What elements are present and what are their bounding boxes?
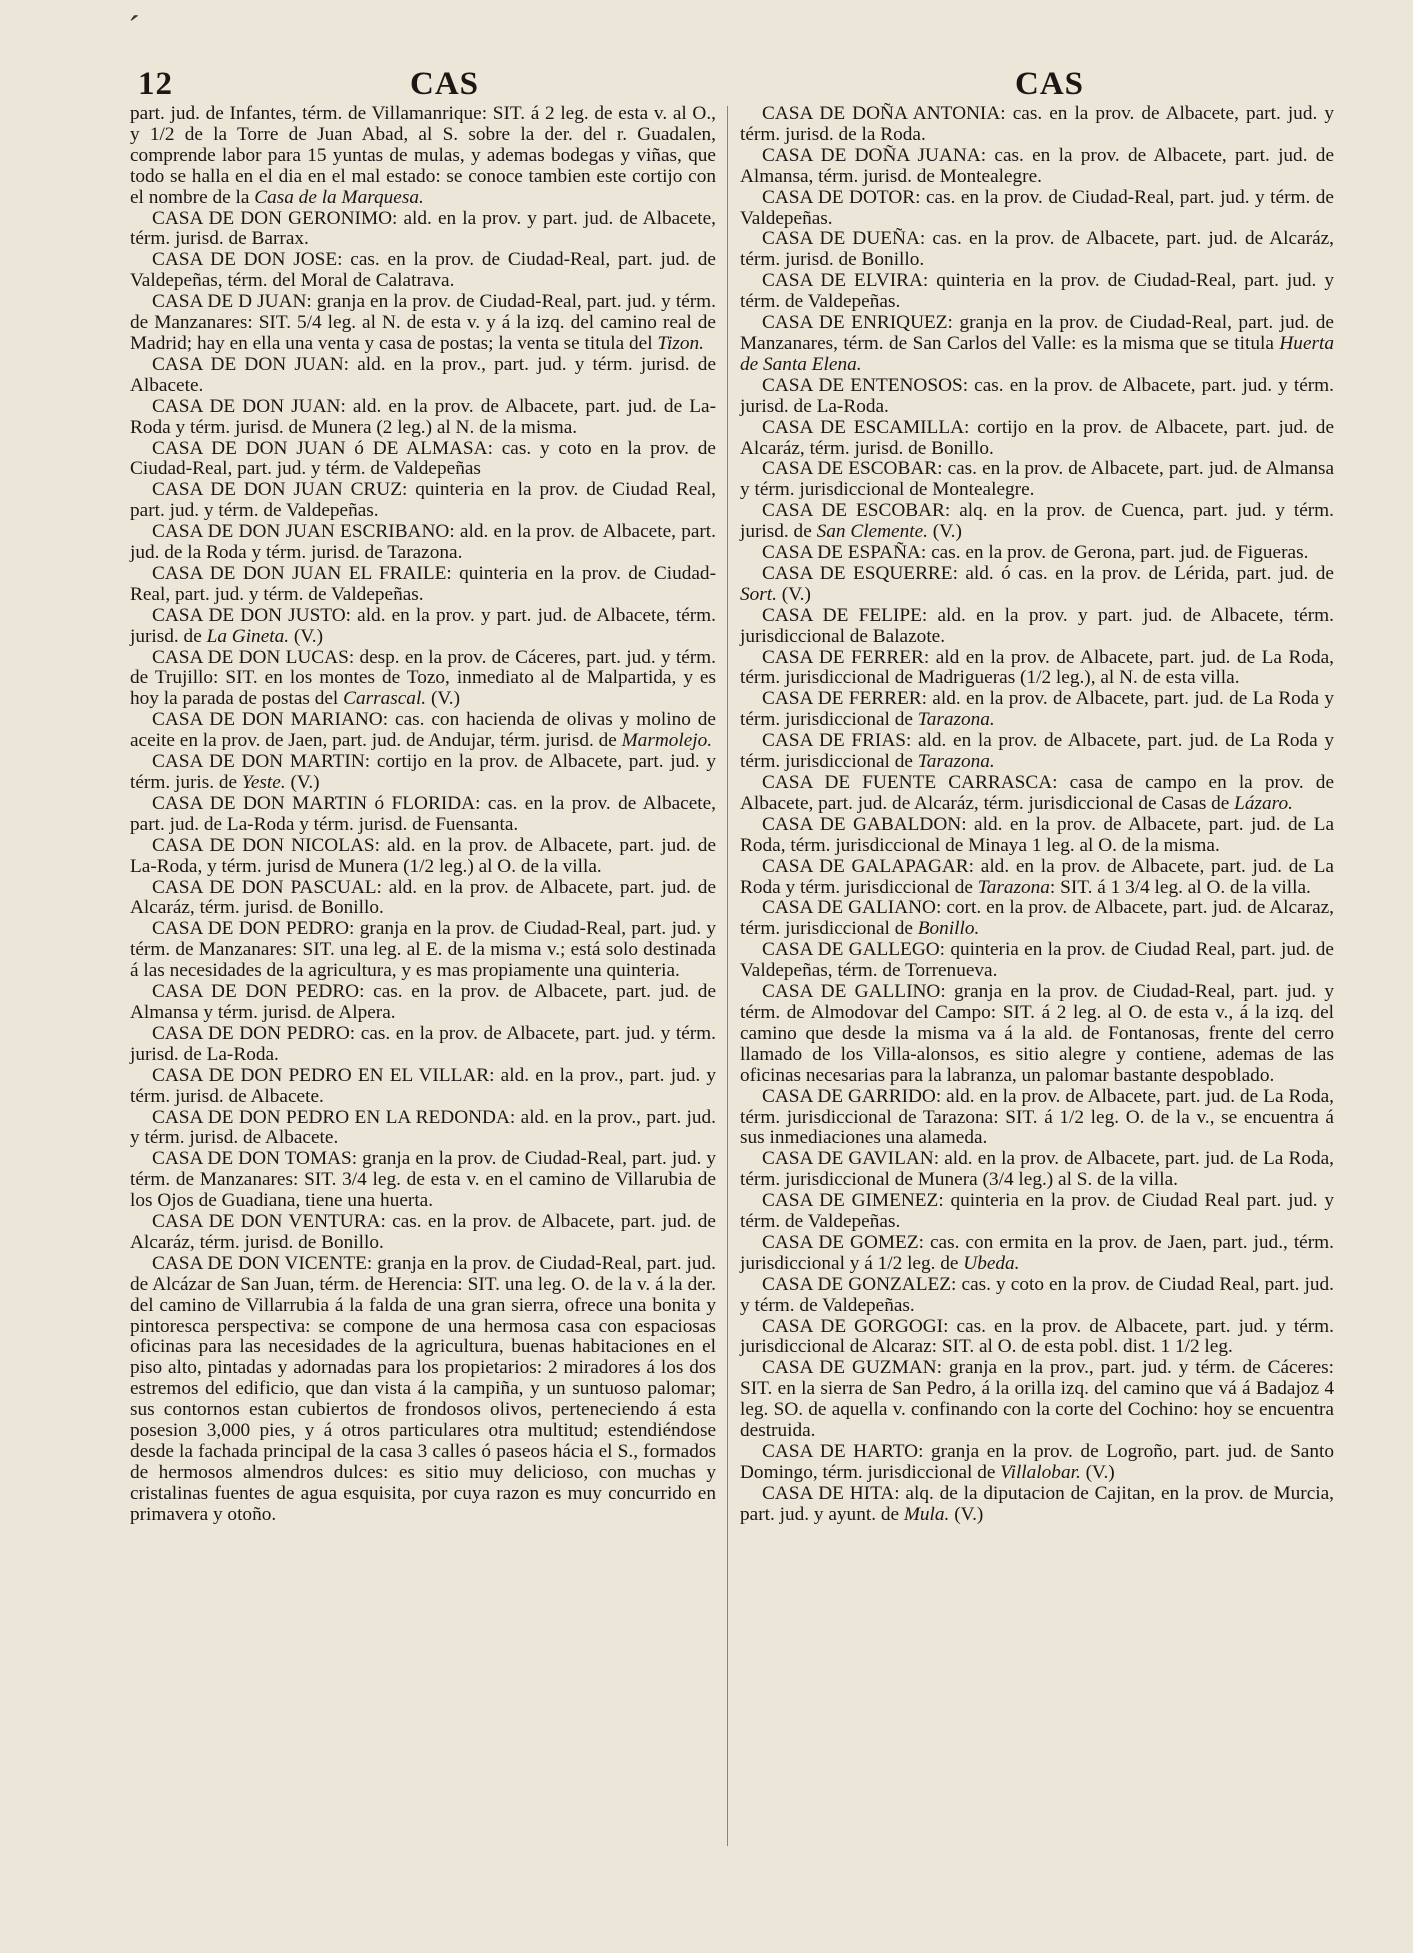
entry-text: cas. en la prov. de Ciudad-Real, part. jud. de Valdepeñas, térm. del Moral de Calatrava. [130, 249, 716, 292]
entry-text: granja en la prov. de Ciudad-Real, part. jud. y térm. de Manzanares: SIT. 3/4 leg. de esta v. en el camino de Villarubia de los Ojos de Guadiana, tiene una huerta. [130, 1148, 716, 1212]
dictionary-entry [740, 543, 1334, 564]
entry-suffix: (V.) [927, 521, 962, 543]
entry-text: ald. en la prov. de Albacete, part. jud. de La Roda y térm. jurisdiccional de [740, 855, 1334, 898]
entry-text: cas. en la prov. de Albacete, part. jud. de Alcaráz, térm. jurisd. de Bonillo. [130, 1211, 716, 1253]
entry-text: granja en la prov. de Logroño, part. jud. de Santo Domingo, térm. jurisdiccional de [740, 1441, 1334, 1483]
entry-headword: CASA DE FERRER: [762, 688, 927, 710]
entry-text: quinteria en la prov. de Ciudad Real, part. jud. y térm. de Valdepeñas. [130, 479, 716, 522]
entry-text: quinteria en la prov. de Ciudad Real part. jud. y térm. de Valdepeñas. [740, 1190, 1334, 1233]
entry-italic-place: Villalobar. [1000, 1461, 1081, 1483]
entry-headword: CASA DE DON PEDRO: [152, 918, 355, 940]
entry-headword: CASA DE GALIANO: [762, 897, 942, 919]
page-number: 12 [138, 66, 173, 102]
entry-italic-place: Sort. [740, 583, 777, 605]
entry-headword: CASA DE GAVILAN: [762, 1148, 940, 1170]
entry-text: ald. en la prov., part. jud. y térm. jurisd. de Albacete. [130, 1064, 716, 1107]
entry-headword: CASA DE ESPAÑA: [762, 542, 927, 564]
entry-italic-place: Tarazona. [917, 709, 995, 731]
entry-text: ald. en la prov. de Albacete, part. jud. de La Roda, térm. jurisdiccional de Munera (3/4 leg.) al S. de la villa. [740, 1148, 1334, 1191]
entry-text: cort. en la prov. de Albacete, part. jud. de Alcaraz, térm. jurisdiccional de [740, 897, 1335, 940]
entry-headword: CASA DE DON GERONIMO: [152, 207, 398, 229]
dictionary-entry [740, 606, 1334, 648]
dictionary-entry [740, 689, 1334, 731]
entry-text: cas. con hacienda de olivas y molino de aceite en la prov. de Jaen, part. jud. de Andujar, térm. jurisd. de [130, 709, 716, 752]
entry-italic-place: Lázaro. [1234, 792, 1293, 814]
entry-text: ald. en la prov. de Albacete, part. jud. de La Roda y térm. jurisdiccional de [740, 730, 1334, 773]
entry-text: cas. en la prov. de Albacete, part. jud. de La-Roda y térm. jurisd. de Fuensanta. [130, 792, 717, 835]
dictionary-entry [130, 397, 716, 439]
entry-text: casa de campo en la prov. de Albacete, part. jud. de Alcaráz, térm. jurisdiccional de Casas de [740, 772, 1334, 814]
entry-headword: CASA DE DON TOMAS: [152, 1148, 358, 1170]
entry-headword: CASA DE DON JOSE: [152, 249, 343, 271]
entry-text: alq. en la prov. de Cuenca, part. jud. y térm. jurisd. de [740, 500, 1334, 543]
dictionary-entry [740, 501, 1334, 543]
entry-text: ald. en la prov., part. jud. y térm. jurisd. de Albacete. [130, 353, 716, 396]
entry-italic-place: Tarazona [977, 876, 1050, 898]
dictionary-entry [740, 1233, 1334, 1275]
dictionary-entry [740, 188, 1334, 230]
entry-headword: CASA DE DON PEDRO: [152, 981, 365, 1003]
entry-text: cas. en la prov. de Albacete, part. jud. y térm. jurisdiccional de Alcaraz: SIT. al O. de esta pobl. dist. 1 1/2 leg. [740, 1315, 1334, 1358]
entry-italic-place: Tizon. [657, 332, 704, 354]
dictionary-entry [740, 1191, 1334, 1233]
entry-headword: CASA DE ESCAMILLA: [762, 416, 970, 438]
entry-text: cas. con ermita en la prov. de Jaen, part. jud., térm. jurisdiccional y á 1/2 leg. de [740, 1231, 1334, 1274]
dictionary-entry [740, 104, 1334, 146]
dictionary-entry [740, 1275, 1334, 1317]
entry-text: quinteria en la prov. de Ciudad-Real, part. jud. y térm. de Valdepeñas. [130, 562, 716, 605]
entry-headword: CASA DE DUEÑA: [762, 228, 926, 250]
dictionary-entry [130, 522, 716, 564]
entry-text: cas. y coto en la prov. de Ciudad Real, part. jud. y térm. de Valdepeñas. [740, 1273, 1334, 1316]
dictionary-entry [740, 313, 1334, 376]
entry-text: granja en la prov. de Ciudad-Real, part. jud. de Alcázar de San Juan, térm. de Herencia: SIT. una leg. O. de la v. á la der. del camino de Villarrubia á la falda de una gran sierra, ofrece una bonita y pintoresca perspectiva: se compone de una hermosa casa con espaciosas oficinas para las necesidades de la agricultura, buenas habitaciones en el piso alto, pintadas y adornadas para los propietarios: 2 miradores á los dos estremos del edificio, que dan vista á la campiña, y un suntuoso palomar; sus contornos estan cubiertos de frondosos olivos, perteneciendo á esta posesion 3,000 pies, y á otros particulares otra multitud; estendiéndose desde la fachada principal de la casa 3 calles ó paseos hácia el S., formados de hermosos almendros dulces: es sitio muy delicioso, con muchas y cristalinas fuentes de agua esquisita, por cuya razon es muy concurrido en primavera y otoño. [130, 1252, 716, 1525]
dictionary-entry [130, 355, 716, 397]
entry-headword: CASA DE GABALDON: [762, 813, 967, 835]
left-running-head: CAS [410, 66, 480, 102]
entry-italic-place: Tarazona. [917, 751, 995, 773]
dictionary-entry [740, 898, 1334, 940]
entry-headword: CASA DE GALLINO: [762, 981, 946, 1003]
entry-italic-place: La Gineta. [206, 625, 290, 647]
entry-headword: CASA DE DON PEDRO EN LA REDONDA: [152, 1106, 516, 1128]
entry-text: granja en la prov. de Ciudad-Real, part. jud. y térm. de Almodovar del Campo: SIT. á 2 leg. al O. de esta v., á la izq. del camino que desde la misma va á la ald. de Fontanosas, frente del cerro llamado de los Villa-alonsos, es sitio alegre y contiene, ademas de las oficinas necesarias para la labranza, un palomar bastante despoblado. [740, 981, 1334, 1086]
left-column [130, 104, 716, 1526]
entry-headword: CASA DE DON MARTIN ó FLORIDA: [152, 792, 481, 814]
entry-text: cas. en la prov. de Albacete, part. jud. de Almansa y térm. jurisd. de Alpera. [130, 981, 717, 1023]
entry-headword: CASA DE GARRIDO: [762, 1085, 942, 1107]
entry-headword: CASA DE DON JUAN ESCRIBANO: [152, 521, 455, 543]
dictionary-entry [130, 1149, 716, 1212]
entry-headword: CASA DE GORGOGI: [762, 1315, 949, 1337]
margin-mark: ˊ [128, 8, 140, 48]
entry-italic-place: Casa de la Marquesa. [254, 186, 424, 208]
entry-text: ald. en la prov. y part. jud. de Albacete, térm. jurisd. de [130, 604, 716, 647]
entry-text: cortijo en la prov. de Albacete, part. jud. y térm. juris. de [130, 751, 716, 793]
entry-suffix: (V.) [285, 772, 320, 793]
entry-headword: CASA DE FERRER: [762, 646, 930, 668]
entry-headword: CASA DE GONZALEZ: [762, 1273, 957, 1295]
entry-italic-place: Mula. [903, 1503, 950, 1525]
entry-text: cas. en la prov. de Albacete, part. jud. de Almansa, térm. jurisd. de Montealegre. [740, 144, 1334, 187]
entry-text: ald. en la prov. de Albacete, part. jud. de La Roda, térm. jurisdiccional de Minaya 1 leg. al O. de la misma. [740, 813, 1334, 856]
entry-headword: CASA DE DON PASCUAL: [152, 876, 382, 898]
dictionary-entry [130, 250, 716, 292]
dictionary-entry [740, 564, 1334, 606]
entry-headword: CASA DE DON JUAN ó DE ALMASA: [152, 437, 493, 459]
entry-headword: CASA DE D JUAN: [152, 291, 312, 313]
entry-headword: CASA DE DON MARTIN: [152, 751, 371, 773]
entry-suffix: (V.) [426, 688, 461, 710]
entry-italic-place: Ubeda. [963, 1252, 1020, 1274]
dictionary-entry [740, 1317, 1334, 1359]
entry-headword: CASA DE DON NICOLAS: [152, 834, 380, 856]
entry-text: ald. en la prov. de Albacete, part. jud. de la Roda y térm. jurisd. de Tarazona. [130, 521, 716, 564]
entry-suffix: (V.) [776, 583, 811, 605]
dictionary-entry [130, 1024, 716, 1066]
entry-headword: CASA DE DON VICENTE: [152, 1252, 373, 1274]
entry-text: quinteria en la prov. de Ciudad Real, part. jud. de Valdepeñas, térm. de Torrenueva. [740, 939, 1334, 982]
entry-headword: CASA DE DOÑA ANTONIA: [762, 103, 1006, 124]
entry-headword: CASA DE GALLEGO: [762, 939, 946, 961]
entry-headword: CASA DE DOTOR: [762, 186, 921, 208]
dictionary-entry [740, 1442, 1334, 1484]
dictionary-entry [130, 752, 716, 794]
entry-headword: CASA DE DON JUAN: [152, 353, 350, 375]
entry-headword: CASA DE DOÑA JUANA: [762, 144, 987, 166]
dictionary-entry [740, 648, 1334, 690]
entry-text: granja en la prov., part. jud. y térm. de Cáceres: SIT. en la sierra de San Pedro, á la orilla izq. del camino que vá á Badajoz 4 leg. SO. de aquella v. confinando con la corte del Cochino: hoy se encuentra destruida. [740, 1357, 1335, 1442]
dictionary-entry [130, 1066, 716, 1108]
column-divider [727, 106, 728, 1846]
entry-headword: CASA DE HITA: [762, 1482, 900, 1504]
dictionary-entry [740, 376, 1334, 418]
entry-text: ald. en la prov. de Albacete, part. jud. de Alcaráz, térm. jurisd. de Bonillo. [130, 876, 717, 919]
entry-headword: CASA DE ESCOBAR: [762, 458, 943, 480]
dictionary-entry [130, 292, 716, 355]
entry-headword: CASA DE DON VENTURA: [152, 1211, 386, 1233]
entry-italic-place: Yeste. [241, 772, 286, 793]
entry-headword: CASA DE GOMEZ: [762, 1231, 924, 1253]
dictionary-entry [130, 710, 716, 752]
entry-headword: CASA DE FELIPE: [762, 604, 928, 626]
dictionary-entry [740, 271, 1334, 313]
entry-headword: CASA DE DON JUAN EL FRAILE: [152, 562, 452, 584]
entry-text: ald. en la prov. de Albacete, part. jud. de La Roda, térm. jurisdiccional de Tarazona: SIT. á 1/2 leg. O. de la v., se encuentra á sus inmediaciones una alameda. [740, 1085, 1334, 1149]
dictionary-entry [130, 836, 716, 878]
entry-headword: CASA DE ESQUERRE: [762, 562, 958, 584]
dictionary-entry [740, 146, 1334, 188]
dictionary-entry [130, 480, 716, 522]
entry-text: alq. de la diputacion de Cajitan, en la prov. de Murcia, part. jud. y ayunt. de [740, 1482, 1334, 1525]
entry-text: granja en la prov. de Ciudad-Real, part. jud. de Manzanares, térm. de San Carlos del Valle: es la misma que se titula [740, 312, 1334, 354]
dictionary-entry [740, 773, 1334, 815]
entry-text: quinteria en la prov. de Ciudad-Real, part. jud. y térm. de Valdepeñas. [740, 270, 1334, 313]
right-running-head: CAS [1015, 66, 1085, 102]
dictionary-entry [130, 794, 716, 836]
dictionary-entry [740, 1087, 1334, 1150]
entry-headword: CASA DE DON PEDRO: [152, 1022, 356, 1044]
entry-text: cas. en la prov. de Albacete, part. jud. y térm. jurisd. de La-Roda. [740, 374, 1334, 417]
entry-text: cas. en la prov. de Gerona, part. jud. de Figueras. [926, 542, 1309, 564]
dictionary-entry [130, 919, 716, 982]
right-column [740, 104, 1334, 1526]
entry-italic-place: Huerta de Santa Elena. [740, 332, 1334, 375]
entry-text: ald. en la prov. de Albacete, part. jud. de La-Roda, y térm. jurisd de Munera (1/2 leg.) al O. de la villa. [130, 834, 717, 877]
dictionary-entry [740, 857, 1334, 899]
entry-headword: CASA DE GALAPAGAR: [762, 855, 975, 877]
entry-text: cas. en la prov. de Albacete, part. jud. de Alcaráz, térm. jurisd. de Bonillo. [740, 228, 1335, 271]
entry-text: granja en la prov. de Ciudad-Real, part. jud. y térm. de Manzanares: SIT. 5/4 leg. al N. de esta v. y á la izq. del camino real de Madrid; hay en ella una venta y casa de postas; la venta se titula del [130, 291, 716, 354]
entry-italic-place: Bonillo. [917, 918, 980, 940]
entry-headword: CASA DE GUZMAN: [762, 1357, 942, 1379]
dictionary-entry [130, 648, 716, 711]
entry-text: cas. en la prov. de Albacete, part. jud. y térm. jurisd. de la Roda. [740, 103, 1334, 145]
dictionary-entry [740, 229, 1334, 271]
entry-headword: CASA DE GIMENEZ: [762, 1190, 944, 1212]
dictionary-entry [740, 731, 1334, 773]
entry-headword: CASA DE FUENTE CARRASCA: [762, 772, 1058, 793]
entry-headword: CASA DE ENTENOSOS: [762, 374, 969, 396]
entry-text: cas. en la prov. de Albacete, part. jud. de Almansa y térm. jurisdiccional de Montealegre. [740, 458, 1335, 501]
entry-headword: CASA DE DON JUAN: [152, 395, 346, 417]
dictionary-entry [130, 1212, 716, 1254]
entry-headword: CASA DE ELVIRA: [762, 270, 929, 292]
dictionary-entry [130, 1108, 716, 1150]
entry-text: ald en la prov. de Albacete, part. jud. de La Roda, térm. jurisdiccional de Madrigueras (1/2 leg.), al N. de esta villa. [740, 646, 1334, 689]
entry-suffix: (V.) [289, 625, 323, 647]
entry-text: ald. ó cas. en la prov. de Lérida, part. jud. de [957, 562, 1334, 584]
dictionary-entry [740, 418, 1334, 460]
entry-suffix: : SIT. á 1 3/4 leg. al O. de la villa. [1049, 876, 1311, 898]
dictionary-entry [130, 104, 716, 209]
entry-text: ald. en la prov. de Albacete, part. jud. de La-Roda y térm. jurisd. de Munera (2 leg.) al N. de la misma. [130, 395, 716, 438]
dictionary-entry [740, 1484, 1334, 1526]
entry-text: ald. en la prov. y part. jud. de Albacete, térm. jurisdiccional de Balazote. [740, 604, 1334, 647]
entry-italic-place: Marmolejo. [621, 730, 713, 752]
dictionary-entry [130, 982, 716, 1024]
entry-headword: CASA DE DON PEDRO EN EL VILLAR: [152, 1064, 495, 1086]
dictionary-entry [130, 878, 716, 920]
entry-text: part. jud. de Infantes, térm. de Villamanrique: SIT. á 2 leg. de esta v. al O., y 1/2 de la Torre de Juan Abad, al S. sobre la der. del r. Guadalen, comprende labor para 15 yuntas de mulas, y ademas bodegas y viñas, que todo se halla en el dia en el mal estado: se conoce tambien este cortijo con el nombre de la [130, 103, 716, 208]
entry-text: cortijo en la prov. de Albacete, part. jud. de Alcaráz, térm. jurisd. de Bonillo. [740, 416, 1334, 459]
dictionary-entry [130, 1254, 716, 1526]
entry-headword: CASA DE ENRIQUEZ: [762, 312, 953, 334]
entry-text: ald. en la prov., part. jud. y térm. jurisd. de Albacete. [130, 1106, 716, 1149]
entry-suffix: (V.) [1080, 1461, 1115, 1483]
entry-headword: CASA DE ESCOBAR: [762, 500, 951, 522]
entry-text: cas. en la prov. de Albacete, part. jud. y térm. jurisd. de La-Roda. [130, 1022, 716, 1065]
entry-headword: CASA DE HARTO: [762, 1441, 924, 1462]
dictionary-entry [130, 564, 716, 606]
entry-italic-place: San Clemente. [816, 521, 928, 543]
dictionary-entry [740, 459, 1334, 501]
entry-text: desp. en la prov. de Cáceres, part. jud. y térm. de Trujillo: SIT. en los montes de Tozo, inmediato al de Malpartida, y es hoy la parada de postas del [130, 646, 717, 710]
dictionary-entry [740, 982, 1334, 1087]
dictionary-entry [740, 1149, 1334, 1191]
entry-suffix: (V.) [949, 1503, 984, 1525]
entry-text: cas. y coto en la prov. de Ciudad-Real, part. jud. y térm. de Valdepeñas [130, 437, 716, 480]
entry-text: granja en la prov. de Ciudad-Real, part. jud. y térm. de Manzanares: SIT. una leg. al E. de la misma v.; está solo destinada á las necesidades de la agricultura, y es mas propiamente una quinteria. [130, 918, 716, 982]
page-header [0, 66, 1413, 102]
entry-text: ald. en la prov. de Albacete, part. jud. de La Roda y térm. jurisdiccional de [740, 688, 1334, 731]
dictionary-entry [130, 209, 716, 251]
entry-headword: CASA DE DON JUSTO: [152, 604, 352, 626]
entry-text: cas. en la prov. de Ciudad-Real, part. jud. y térm. de Valdepeñas. [740, 186, 1334, 229]
entry-headword: CASA DE DON MARIANO: [152, 709, 389, 731]
entry-headword: CASA DE DON LUCAS: [152, 646, 355, 668]
dictionary-entry [130, 606, 716, 648]
entry-headword: CASA DE DON JUAN CRUZ: [152, 479, 408, 501]
dictionary-entry [740, 815, 1334, 857]
entry-italic-place: Carrascal. [343, 688, 427, 710]
dictionary-entry [740, 1358, 1334, 1442]
entry-text: ald. en la prov. y part. jud. de Albacete, térm. jurisd. de Barrax. [130, 207, 716, 250]
dictionary-entry [130, 439, 716, 481]
entry-headword: CASA DE FRIAS: [762, 730, 912, 752]
dictionary-entry [740, 940, 1334, 982]
